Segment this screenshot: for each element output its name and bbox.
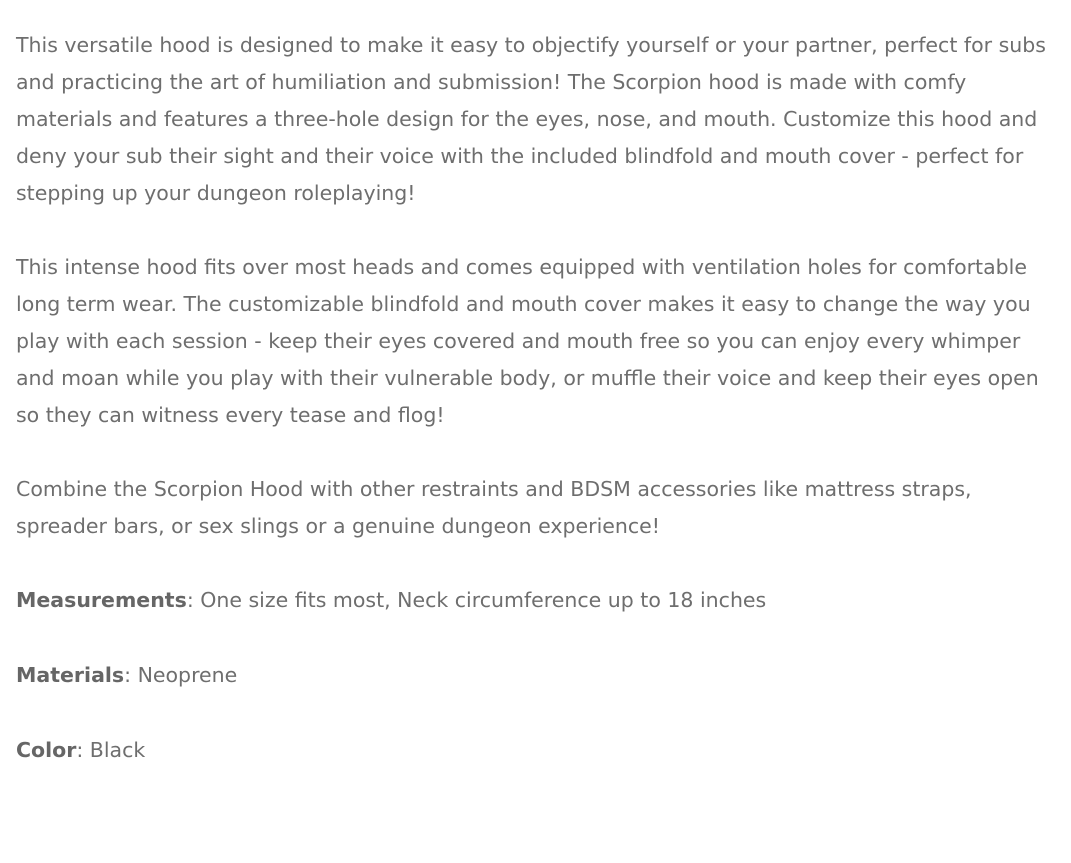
spec-measurements [16, 582, 1063, 619]
spec-measurements-value: : One size fits most, Neck circumference up to 18 inches [186, 588, 767, 612]
spec-materials [16, 657, 1063, 694]
spec-materials-label: Materials [16, 663, 125, 687]
spec-materials-value: : Neoprene [124, 663, 238, 687]
description-paragraph-2: This intense hood fits over most heads and comes equipped with ventilation holes for comfortable long term wear. The customizable blindfold and mouth cover makes it easy to change the way you play with each session - keep their eyes covered and mouth free so you can enjoy every whimper and moan while you play with their vulnerable body, or muffle their voice and keep their eyes open so they can witness every tease and flog! [16, 255, 1039, 427]
description-paragraph-3: Combine the Scorpion Hood with other restraints and BDSM accessories like mattress straps, spreader bars, or sex slings or a genuine dungeon experience! [16, 477, 972, 538]
spec-color [16, 732, 1063, 769]
spec-color-label: Color [16, 738, 77, 762]
spec-measurements-label: Measurements [16, 588, 187, 612]
spec-color-value: : Black [76, 738, 146, 762]
description-paragraph-1: This versatile hood is designed to make it easy to objectify yourself or your partner, perfect for subs and practicing the art of humiliation and submission! The Scorpion hood is made with comfy materials and features a three-hole design for the eyes, nose, and mouth. Customize this hood and deny your sub their sight and their voice with the included blindfold and mouth cover - perfect for stepping up your dungeon roleplaying! [16, 33, 1046, 205]
